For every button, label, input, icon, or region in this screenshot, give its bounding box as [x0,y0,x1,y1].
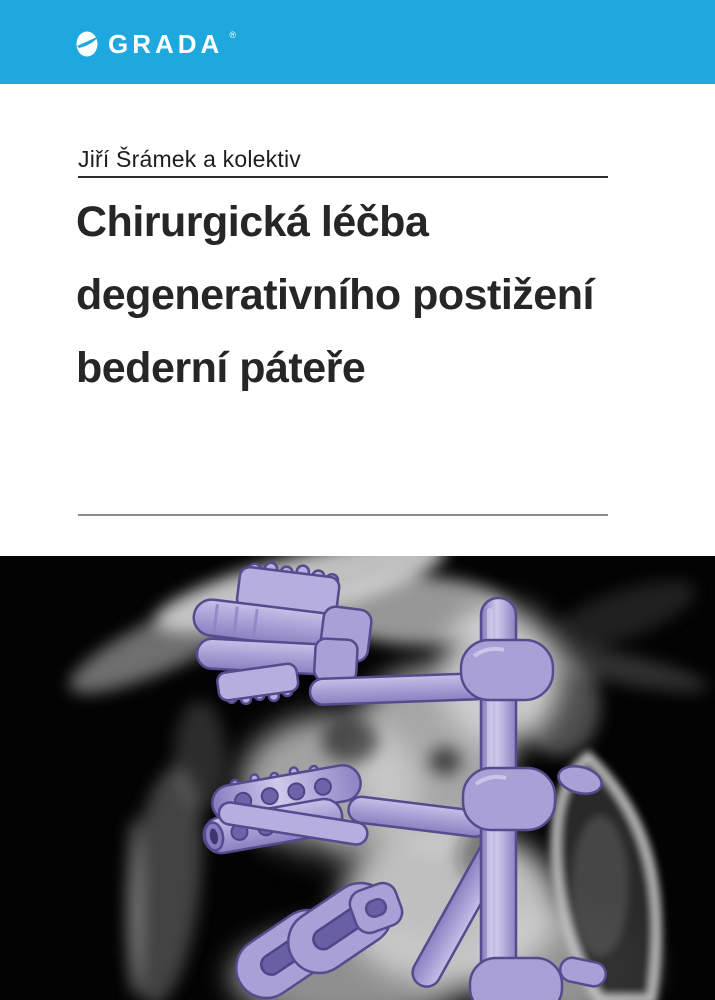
publisher-band [0,0,715,84]
xray-spine-image [0,556,715,1000]
divider-line-top [78,176,608,178]
title-line-3: bederní páteře [76,344,366,392]
publisher-logo [76,30,238,58]
tulip-head-2 [463,768,555,830]
grada-swoosh-icon [76,31,100,57]
divider-line-bottom [78,514,608,516]
registered-mark: ® [229,30,236,40]
title-line-1: Chirurgická léčba [76,198,429,246]
tulip-head-3 [470,958,562,1000]
book-title [76,186,656,405]
cover-photo [0,556,715,1000]
author-name: Jiří Šrámek a kolektiv [78,146,301,172]
publisher-name: GRADA [108,29,224,59]
tulip-head-1 [461,640,553,700]
title-line-2: degenerativního postižení [76,271,594,319]
